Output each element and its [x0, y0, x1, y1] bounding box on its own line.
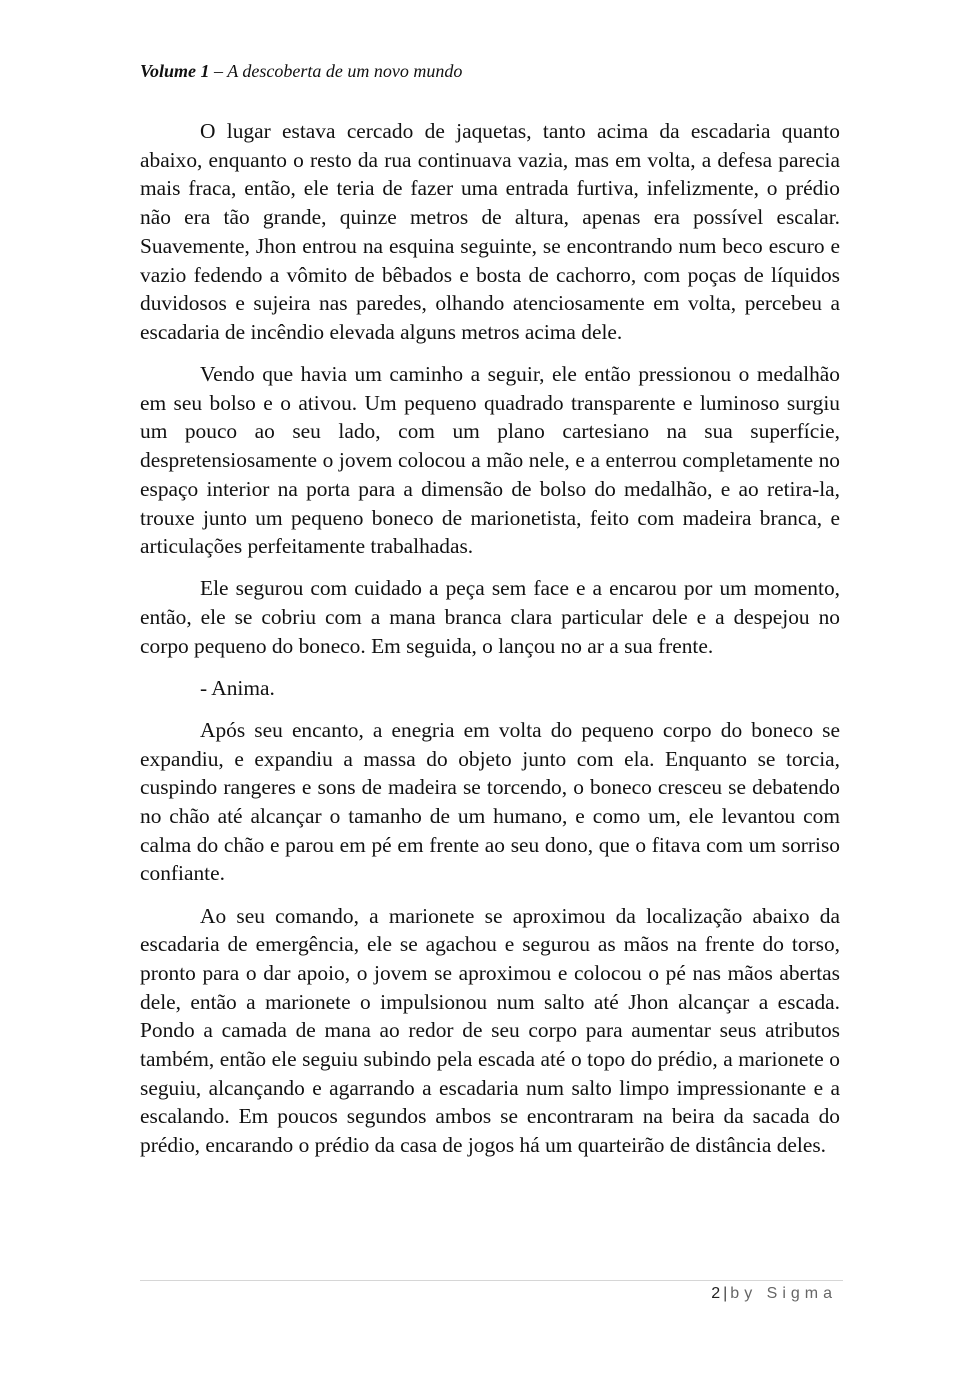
footer-divider [140, 1280, 843, 1281]
paragraph: Após seu encanto, a enegria em volta do pequeno corpo do boneco se expandiu, e expandiu a massa do objeto junto com ela. Enquanto se torcia, cuspindo rangeres e sons de madeira se torcendo, o boneco cresceu se debatendo no chão até alcançar o tamanho de um humano, e como um, ele levantou com calma do chão e parou em pé em frente ao seu dono, que o fitava com um sorriso confiante. [140, 717, 840, 886]
paragraph-dialogue: - Anima. [200, 675, 275, 700]
running-header [140, 60, 462, 82]
paragraph: Ao seu comando, a marionete se aproximou da localização abaixo da escadaria de emergência, ele se agachou e segurou as mãos na frente do torso, pronto para o dar apoio, o jovem se aproximou e colocou o pé nas mãos abertas dele, então a marionete o impulsionou num salto até Jhon alcançar a escada. Pondo a camada de mana ao redor de seu corpo para aumentar seus atributos também, então ele seguiu subindo pela escada até o topo do prédio, a marionete o seguiu, alcançando e agarrando a escadaria num salto limpo impressionante e a escalando. Em poucos segundos ambos se encontraram na beira da sacada do prédio, encarando o prédio da casa de jogos há um quarteirão de distância deles. [140, 903, 840, 1158]
paragraph: Vendo que havia um caminho a seguir, ele então pressionou o medalhão em seu bolso e o ativou. Um pequeno quadrado transparente e luminoso surgiu um pouco ao seu lado, com um plano cartesiano na sua superfície, despretensiosamente o jovem colocou a mão nele, e a enterrou completamente no espaço interior na porta para a dimensão de bolso do medalhão, e ao retira-la, trouxe junto um pequeno boneco de marionetista, feito com madeira branca, e articulações perfeitamente trabalhadas. [140, 362, 840, 559]
header-dash: – [209, 61, 228, 81]
paragraph: O lugar estava cercado de jaquetas, tanto acima da escadaria quanto abaixo, enquanto o resto da rua continuava vazia, mas em volta, a defesa parecia mais fraca, então, ele teria de fazer uma entrada furtiva, infelizmente, o prédio não era tão grande, quinze metros de altura, apenas era possível escalar. Suavemente, Jhon entrou na esquina seguinte, se encontrando num beco escuro e vazio fedendo a vômito de bêbados e bosta de cachorro, com poças de líquidos duvidosos e sujeira nas paredes, olhando atenciosamente em volta, percebeu a escadaria de incêndio elevada alguns metros acima dele. [140, 119, 840, 344]
page-footer [711, 1284, 837, 1304]
header-volume: Volume 1 [140, 61, 210, 81]
footer-brand: by Sigma [730, 1285, 837, 1302]
paragraph: Ele segurou com cuidado a peça sem face e a encarou por um momento, então, ele se cobriu com a mana branca clara particular dele e a despejou no corpo pequeno do boneco. Em seguida, o lançou no ar a sua frente. [140, 576, 840, 658]
footer-separator: | [723, 1285, 728, 1302]
body-text [140, 117, 840, 1173]
page-number: 2 [711, 1285, 721, 1302]
header-subtitle: A descoberta de um novo mundo [227, 61, 463, 81]
